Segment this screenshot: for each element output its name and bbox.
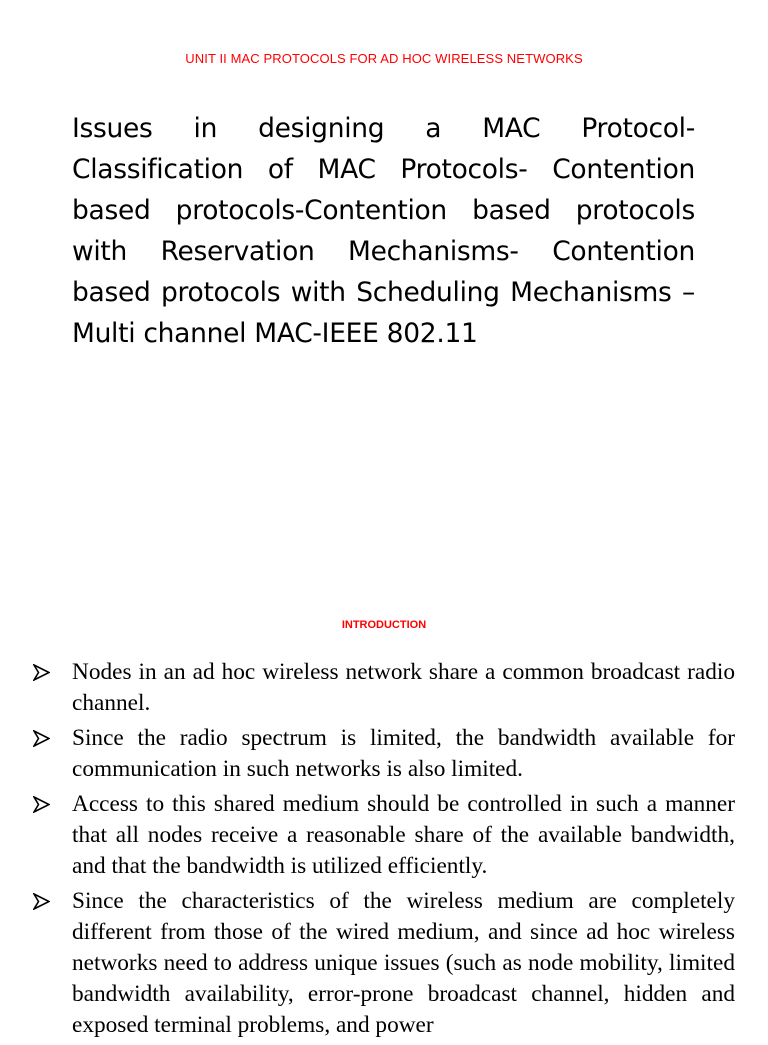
arrowhead-bullet-icon xyxy=(33,789,55,820)
bullet-item xyxy=(33,886,735,1041)
arrowhead-bullet-icon xyxy=(33,723,55,754)
bullet-text: Access to this shared medium should be controlled in such a manner that all nodes receive a reasonable share of the available bandwidth, and that the bandwidth is utilized efficiently. xyxy=(72,791,735,879)
unit-title: UNIT II MAC PROTOCOLS FOR AD HOC WIRELESS NETWORKS xyxy=(185,51,583,66)
introduction-bullet-list xyxy=(33,657,735,1045)
bullet-text: Since the characteristics of the wireless medium are completely different from those of the wired medium, and since ad hoc wireless networks need to address unique issues (such as node mobility, limited bandwidth availability, error-prone broadcast channel, hidden and exposed terminal problems, and power xyxy=(72,888,735,1038)
bullet-item xyxy=(33,723,735,785)
bullet-text: Since the radio spectrum is limited, the bandwidth available for communication in such networks is also limited. xyxy=(72,725,735,782)
arrowhead-bullet-icon xyxy=(33,657,55,688)
arrowhead-bullet-icon xyxy=(33,886,55,917)
bullet-item xyxy=(33,789,735,882)
introduction-heading: INTRODUCTION xyxy=(341,619,427,631)
bullet-text: Nodes in an ad hoc wireless network share a common broadcast radio channel. xyxy=(72,659,735,716)
syllabus-topics: Issues in designing a MAC Protocol- Classification of MAC Protocols- Contention based protocols-Contention based protocols with Reservation Mechanisms- Contention based protocols with Scheduling Mechanisms – Multi channel MAC-IEEE 802.11 xyxy=(72,113,695,349)
bullet-item xyxy=(33,657,735,719)
